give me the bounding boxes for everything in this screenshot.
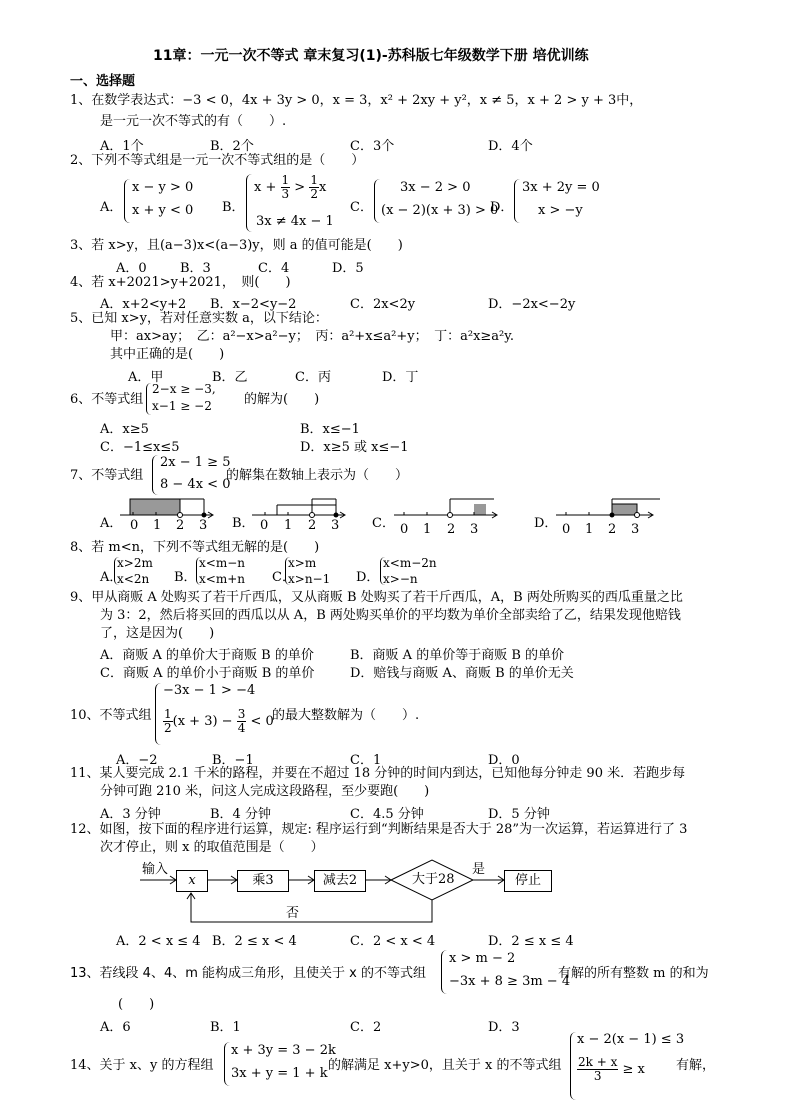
q7-b-tick-2: 2 bbox=[308, 518, 317, 533]
q3-stem: 3、若 x>y，且(a−3)x<(a−3)y，则 a 的值可能是( ) bbox=[70, 238, 403, 253]
q2-label-c: C． bbox=[350, 200, 373, 215]
q6-sys-line2: x−1 ≥ −2 bbox=[152, 399, 212, 413]
q2-b-brace bbox=[246, 174, 252, 232]
q12-line1: 12、如图，按下面的程序进行运算，规定: 程序运行到“判断结果是否大于 28”为一次运算，若运算进行了 3 bbox=[70, 822, 688, 837]
q2-d-line1: 3x + 2y = 0 bbox=[522, 180, 600, 195]
q10-stem-post: 的最大整数解为（ ）. bbox=[272, 708, 420, 723]
q7-a-tick-2: 2 bbox=[176, 518, 185, 533]
q12-option-a: A．2 < x ≤ 4 bbox=[116, 934, 201, 949]
q7-label-d: D． bbox=[534, 516, 558, 531]
q6-stem-pre: 6、不等式组 bbox=[70, 392, 144, 407]
q1-stem-2: 是一元一次不等式的有（ ）. bbox=[100, 114, 287, 129]
q2-b-line1: x + $\frac{1}{3}$ > $\frac{1}{2}$ x bbox=[254, 173, 327, 202]
q1-option-a: A．1个 bbox=[100, 139, 144, 154]
q12-stop-box: 停止 bbox=[504, 870, 552, 892]
q7-label-c: C． bbox=[372, 516, 395, 531]
q2-a-line2: x + y < 0 bbox=[132, 203, 194, 218]
q8-label-a: A． bbox=[100, 570, 123, 585]
q9-option-a: A．商贩 A 的单价大于商贩 B 的单价 bbox=[100, 648, 314, 663]
q8-label-c: C． bbox=[272, 570, 295, 585]
q7-a-tick-0: 0 bbox=[130, 518, 139, 533]
q14-sys2-line1: x − 2(x − 1) ≤ 3 bbox=[577, 1032, 685, 1047]
q11-option-d: D．5 分钟 bbox=[488, 807, 550, 822]
q9-option-b: B．商贩 A 的单价等于商贩 B 的单价 bbox=[350, 648, 565, 663]
q2-c-line2: (x − 2)(x + 3) > 0 bbox=[381, 203, 499, 218]
q11-option-a: A．3 分钟 bbox=[100, 807, 161, 822]
section-heading: 一、选择题 bbox=[70, 74, 136, 89]
q13-option-d: D．3 bbox=[488, 1020, 520, 1035]
q6-option-d: D．x≥5 或 x≤−1 bbox=[300, 440, 409, 455]
q10-option-a: A．−2 bbox=[116, 753, 158, 768]
q6-option-c: C．−1≤x≤5 bbox=[100, 440, 180, 455]
q2-c-brace bbox=[374, 179, 380, 223]
q10-option-d: D．0 bbox=[488, 753, 520, 768]
q1-option-b: B．2个 bbox=[210, 139, 254, 154]
q3-option-d: D．5 bbox=[332, 261, 364, 276]
q13-brace bbox=[441, 950, 447, 994]
q12-condition-label: 大于28 bbox=[412, 872, 455, 887]
q11-line1: 11、某人要完成 2.1 千米的路程，并要在不超过 18 分钟的时间内到达，已知他每分钟走 90 米．若跑步每 bbox=[70, 766, 686, 781]
q5-option-d: D．丁 bbox=[382, 370, 419, 385]
q4-option-d: D．−2x<−2y bbox=[488, 297, 576, 312]
q6-sys-line1: 2−x ≥ −3, bbox=[152, 382, 216, 396]
q10-stem-pre: 10、不等式组 bbox=[70, 708, 152, 723]
q14-sys2-line2: $\frac{2k + x}{3}$ ≥ x bbox=[578, 1055, 645, 1084]
q12-input-label: 输入 bbox=[142, 862, 169, 877]
q10-option-c: C．1 bbox=[350, 753, 382, 768]
q2-label-b: B． bbox=[222, 200, 245, 215]
q14-stem-mid: 的解满足 x+y>0，且关于 x 的不等式组 bbox=[328, 1058, 562, 1073]
q7-b-tick-3: 3 bbox=[331, 518, 340, 533]
q2-stem: 2、下列不等式组是一元一次不等式组的是（ ） bbox=[70, 153, 365, 168]
q2-label-a: A． bbox=[100, 200, 123, 215]
q14-brace-2 bbox=[570, 1032, 576, 1100]
q7-b-tick-1: 1 bbox=[284, 518, 293, 533]
q7-b-tick-0: 0 bbox=[260, 518, 269, 533]
q8-a-line1: x>2m bbox=[117, 556, 153, 570]
q13-line2: ( ) bbox=[118, 997, 155, 1012]
q7-d-tick-1: 1 bbox=[585, 522, 594, 537]
q1-option-c: C．3个 bbox=[350, 139, 395, 154]
q13-option-a: A．6 bbox=[100, 1020, 131, 1035]
q2-a-line1: x − y > 0 bbox=[132, 180, 194, 195]
q5-conclusions: 甲：ax>ay； 乙：a²−x>a²−y； 丙：a²+x≤a²+y； 丁：a²x≥a²y. bbox=[110, 329, 515, 344]
q12-yes-label: 是 bbox=[472, 862, 486, 877]
q10-option-b: B．−1 bbox=[212, 753, 254, 768]
q11-option-c: C．4.5 分钟 bbox=[350, 807, 424, 822]
q3-option-c: C．4 bbox=[258, 261, 290, 276]
q8-b-line2: x<m+n bbox=[199, 572, 245, 586]
q7-sys-line2: 8 − 4x < 0 bbox=[160, 477, 231, 492]
q13-option-c: C．2 bbox=[350, 1020, 382, 1035]
q7-sys-line1: 2x − 1 ≥ 5 bbox=[160, 455, 231, 470]
q12-subtract-box: 减去2 bbox=[314, 870, 366, 892]
q12-option-c: C．2 < x < 4 bbox=[350, 934, 436, 949]
q1-stem: 1、在数学表达式：−3 < 0，4x + 3y > 0，x = 3，x² + 2xy + y²，x ≠ 5，x + 2 > y + 3中， bbox=[70, 93, 643, 108]
q12-multiply-box: 乘3 bbox=[237, 870, 289, 892]
q3-option-a: A．0 bbox=[116, 261, 147, 276]
q12-line2: 次才停止，则 x 的取值范围是（ ） bbox=[100, 840, 324, 855]
q12-x-box: x bbox=[176, 870, 208, 892]
q2-c-line1: 3x − 2 > 0 bbox=[400, 180, 471, 195]
q7-brace bbox=[152, 455, 158, 495]
q2-label-d: D． bbox=[490, 200, 514, 215]
q13-option-b: B．1 bbox=[210, 1020, 241, 1035]
q13-stem-pre: 13、若线段 4、4、m 能构成三角形，且使关于 x 的不等式组 bbox=[70, 966, 426, 981]
q8-a-line2: x<2n bbox=[117, 572, 150, 586]
q5-stem: 5、已知 x>y，若对任意实数 a，以下结论： bbox=[70, 311, 328, 326]
q5-question: 其中正确的是( ) bbox=[110, 347, 225, 362]
q7-c-tick-1: 1 bbox=[423, 522, 432, 537]
q7-a-tick-3: 3 bbox=[199, 518, 208, 533]
q4-stem: 4、若 x+2021>y+2021， 则( ) bbox=[70, 275, 291, 290]
q13-stem-post: 有解的所有整数 m 的和为 bbox=[558, 966, 709, 981]
q9-option-c: C．商贩 A 的单价小于商贩 B 的单价 bbox=[100, 666, 315, 681]
q5-option-b: B．乙 bbox=[212, 370, 248, 385]
q7-d-tick-0: 0 bbox=[562, 522, 571, 537]
q4-option-c: C．2x<2y bbox=[350, 297, 416, 312]
q5-option-c: C．丙 bbox=[295, 370, 331, 385]
q10-sys-line1: −3x − 1 > −4 bbox=[163, 683, 256, 698]
q6-option-b: B．x≤−1 bbox=[300, 422, 360, 437]
q7-stem-post: 的解集在数轴上表示为（ ） bbox=[226, 468, 409, 483]
q12-no-label: 否 bbox=[286, 906, 300, 921]
q8-label-d: D． bbox=[356, 570, 380, 585]
q3-option-b: B．3 bbox=[180, 261, 211, 276]
q8-stem: 8、若 m<n，下列不等式组无解的是( ) bbox=[70, 540, 320, 555]
q11-option-b: B．4 分钟 bbox=[210, 807, 271, 822]
q7-label-a: A． bbox=[100, 516, 123, 531]
q13-sys-line2: −3x + 8 ≥ 3m − 4 bbox=[449, 974, 571, 989]
q2-d-brace bbox=[514, 179, 520, 223]
q7-stem-pre: 7、不等式组 bbox=[70, 468, 144, 483]
q12-option-b: B．2 ≤ x < 4 bbox=[212, 934, 297, 949]
q2-b-line2: 3x ≠ 4x − 1 bbox=[256, 214, 334, 229]
q7-c-tick-0: 0 bbox=[400, 522, 409, 537]
q11-line2: 分钟可跑 210 米，问这人完成这段路程，至少要跑( ) bbox=[100, 784, 430, 799]
q7-c-tick-3: 3 bbox=[470, 522, 479, 537]
q6-brace bbox=[146, 383, 151, 415]
q14-sys-line1: x + 3y = 3 − 2k bbox=[231, 1043, 336, 1058]
q8-c-line2: x>n−1 bbox=[288, 572, 331, 586]
q10-sys-line2: $\frac{1}{2}$ (x + 3) − $\frac{3}{4}$ < 0 bbox=[164, 707, 274, 736]
q14-brace-1 bbox=[224, 1042, 230, 1086]
page-title: 11章：一元一次不等式 章末复习(1)-苏科版七年级数学下册 培优训练 bbox=[153, 48, 589, 64]
q1-option-d: D．4个 bbox=[488, 139, 533, 154]
q9-line3: 了，这是因为( ) bbox=[100, 626, 215, 641]
q7-c-tick-2: 2 bbox=[447, 522, 456, 537]
q5-option-a: A．甲 bbox=[128, 370, 164, 385]
q9-line1: 9、甲从商贩 A 处购买了若干斤西瓜，又从商贩 B 处购买了若干斤西瓜，A，B 两处所购买的西瓜重量之比 bbox=[70, 590, 683, 605]
q4-option-b: B．x−2<y−2 bbox=[210, 297, 297, 312]
q6-option-a: A．x≥5 bbox=[100, 422, 149, 437]
q8-b-line1: x<m−n bbox=[199, 556, 245, 570]
q8-label-b: B． bbox=[174, 570, 197, 585]
q14-stem-post: 有解， bbox=[676, 1058, 716, 1073]
q14-stem-pre: 14、关于 x、y 的方程组 bbox=[70, 1058, 214, 1073]
q2-a-brace bbox=[124, 179, 130, 223]
q7-d-tick-3: 3 bbox=[631, 522, 640, 537]
q9-line2: 为 3：2，然后将买回的西瓜以从 A，B 两处购买单价的平均数为单价全部卖给了乙，结果发现他赔钱 bbox=[100, 608, 681, 623]
q7-label-b: B． bbox=[232, 516, 255, 531]
q7-d-tick-2: 2 bbox=[608, 522, 617, 537]
q6-stem-post: 的解为( ) bbox=[244, 392, 320, 407]
q8-d-line1: x<m−2n bbox=[383, 556, 437, 570]
q13-sys-line1: x > m − 2 bbox=[449, 951, 516, 966]
q12-option-d: D．2 ≤ x ≤ 4 bbox=[488, 934, 574, 949]
q10-brace bbox=[155, 683, 161, 745]
q7-a-tick-1: 1 bbox=[153, 518, 162, 533]
q4-option-a: A．x+2<y+2 bbox=[100, 297, 187, 312]
q9-option-d: D．赔钱与商贩 A、商贩 B 的单价无关 bbox=[350, 666, 574, 681]
q8-d-line2: x>−n bbox=[383, 572, 418, 586]
q2-d-line2: x > −y bbox=[538, 203, 583, 218]
q14-sys-line2: 3x + y = 1 + k bbox=[231, 1066, 328, 1081]
q8-c-line1: x>m bbox=[288, 556, 317, 570]
